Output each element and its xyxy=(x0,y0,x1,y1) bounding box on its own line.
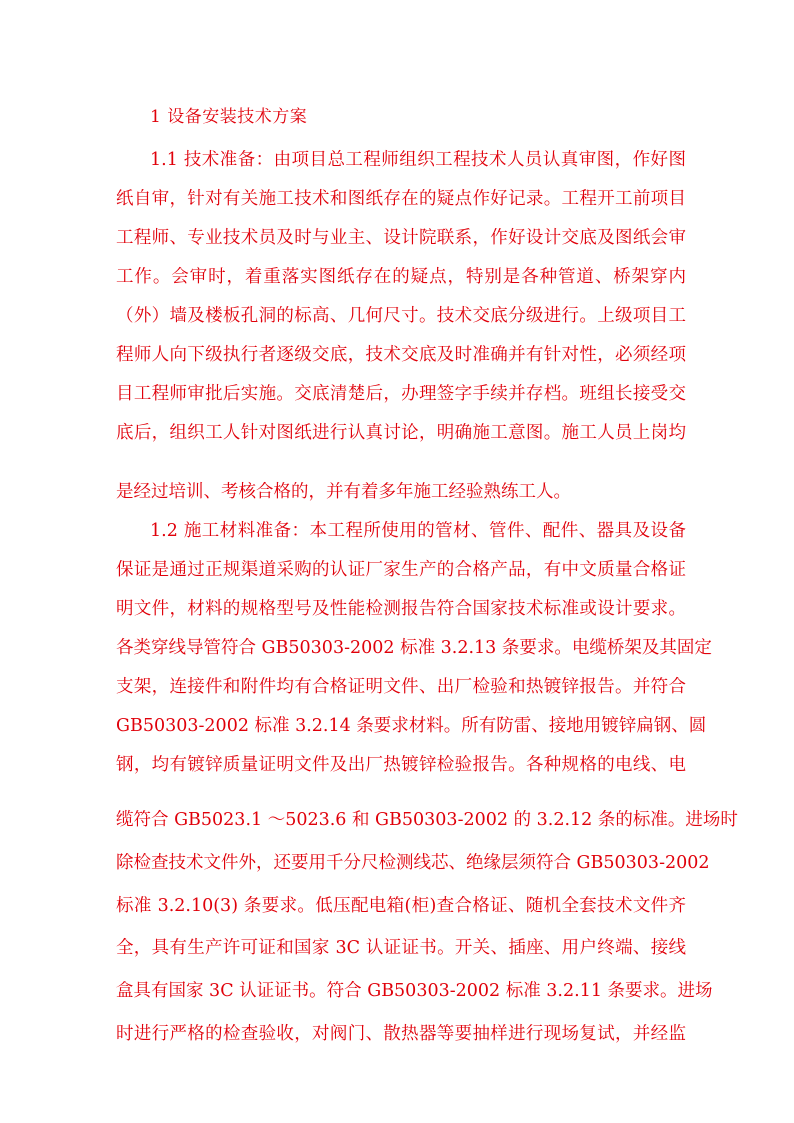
paragraph-line: 钢，均有镀锌质量证明文件及出厂热镀锌检验报告。各种规格的电线、电 xyxy=(116,755,686,775)
paragraph-line: 是经过培训、考核合格的，并有着多年施工经验熟练工人。 xyxy=(116,482,571,502)
paragraph-line: 纸自审，针对有关施工技术和图纸存在的疑点作好记录。工程开工前项目 xyxy=(116,189,686,209)
paragraph-line: 全，具有生产许可证和国家 3C 认证证书。开关、插座、用户终端、接线 xyxy=(116,938,686,958)
paragraph-line: 除检查技术文件外，还要用千分尺检测线芯、绝缘层须符合 GB50303-2002 xyxy=(116,853,710,873)
paragraph-line: 程师人向下级执行者逐级交底，技术交底及时准确并有针对性，必须经项 xyxy=(116,345,686,365)
paragraph-line: （外）墙及楼板孔洞的标高、几何尺寸。技术交底分级进行。上级项目工 xyxy=(116,306,686,326)
paragraph-line: 各类穿线导管符合 GB50303-2002 标准 3.2.13 条要求。电缆桥架及其固定 xyxy=(116,638,712,658)
paragraph-line: 1.2 施工材料准备：本工程所使用的管材、管件、配件、器具及设备 xyxy=(150,521,686,541)
paragraph-line: 盒具有国家 3C 认证证书。符合 GB50303-2002 标准 3.2.11 条要求。进场 xyxy=(116,981,713,1001)
paragraph-line: 明文件，材料的规格型号及性能检测报告符合国家技术标准或设计要求。 xyxy=(116,599,686,619)
paragraph-line: 工作。会审时，着重落实图纸存在的疑点，特别是各种管道、桥架穿内 xyxy=(116,267,686,287)
paragraph-line: 标准 3.2.10(3) 条要求。低压配电箱(柜)查合格证、随机全套技术文件齐 xyxy=(116,896,686,916)
paragraph-line: 目工程师审批后实施。交底清楚后，办理签字手续并存档。班组长接受交 xyxy=(116,384,686,404)
paragraph-line: 时进行严格的检查验收，对阀门、散热器等要抽样进行现场复试，并经监 xyxy=(116,1024,686,1044)
paragraph-line: 工程师、专业技术员及时与业主、设计院联系，作好设计交底及图纸会审 xyxy=(116,228,686,248)
paragraph-line: 底后，组织工人针对图纸进行认真讨论，明确施工意图。施工人员上岗均 xyxy=(116,423,686,443)
section-heading: 1 设备安装技术方案 xyxy=(150,107,308,127)
paragraph-line: 缆符合 GB5023.1 ～5023.6 和 GB50303-2002 的 3.2.12 条的标准。进场时 xyxy=(116,810,738,830)
paragraph-line: 保证是通过正规渠道采购的认证厂家生产的合格产品，有中文质量合格证 xyxy=(116,560,686,580)
paragraph-line: 1.1 技术准备：由项目总工程师组织工程技术人员认真审图，作好图 xyxy=(150,150,686,170)
paragraph-line: 支架，连接件和附件均有合格证明文件、出厂检验和热镀锌报告。并符合 xyxy=(116,677,686,697)
paragraph-line: GB50303-2002 标准 3.2.14 条要求材料。所有防雷、接地用镀锌扁钢、圆 xyxy=(116,716,707,736)
